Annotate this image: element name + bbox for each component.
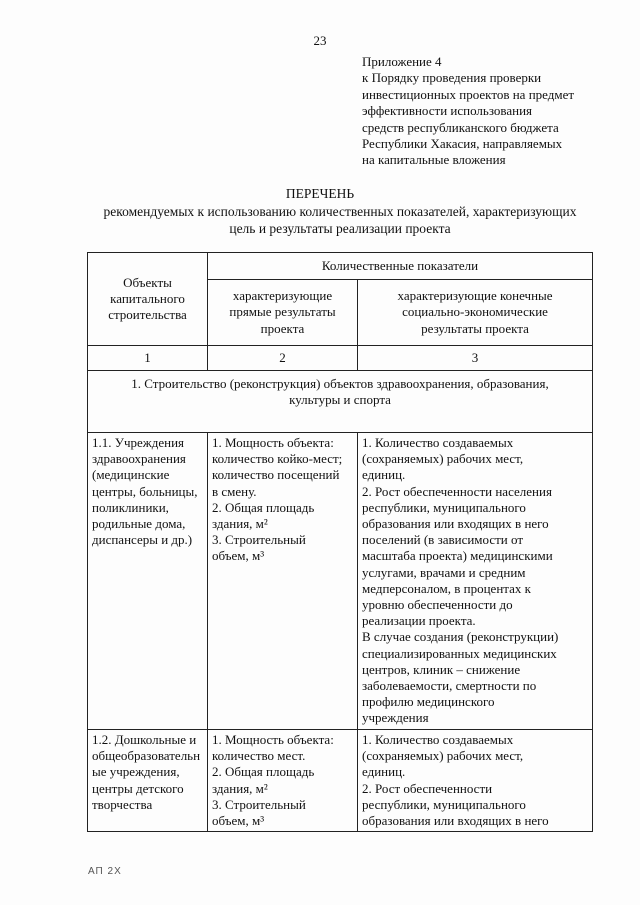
object-cell: 1.1. Учреждения здравоохранения (медицинские центры, больницы, поликлиники, родильные дома, диспансеры и др.)	[88, 433, 208, 730]
direct-results-cell: 1. Мощность объекта: количество мест. 2. Общая площадь здания, м² 3. Строительный объем, м³	[208, 730, 358, 832]
section-row	[88, 371, 593, 433]
header-final-results: характеризующие конечные социально-экономические результаты проекта	[358, 280, 593, 346]
final-results-cell: 1. Количество создаваемых (сохраняемых) рабочих мест, единиц. 2. Рост обеспеченности республики, муниципального образования или входящих в него	[358, 730, 593, 832]
header-objects: Объекты капитального строительства	[88, 253, 208, 346]
column-number-3: 3	[358, 346, 593, 371]
page-number: 23	[313, 33, 327, 48]
direct-results-cell: 1. Мощность объекта: количество койко-мест; количество посещений в смену. 2. Общая площадь здания, м² 3. Строительный объем, м³	[208, 433, 358, 730]
table-row	[88, 730, 593, 832]
footer-mark: АП 2Х	[88, 866, 122, 877]
document-subtitle: рекомендуемых к использованию количественных показателей, характеризующих цель и результаты реализации проекта	[103, 204, 577, 236]
appendix-reference: Приложение 4 к Порядку проведения проверки инвестиционных проектов на предмет эффективности использования средств республиканского бюджета Республики Хакасия, направляемых на капитальные вложения	[362, 54, 575, 168]
header-row	[88, 253, 593, 280]
column-number-1: 1	[88, 346, 208, 371]
column-number-2: 2	[208, 346, 358, 371]
indicators-table	[87, 252, 593, 832]
header-quantitative-indicators: Количественные показатели	[208, 253, 593, 280]
final-results-cell: 1. Количество создаваемых (сохраняемых) рабочих мест, единиц. 2. Рост обеспеченности населения республики, муниципального образования или входящих в него поселений (в зависимости от масштаба проекта) медицинскими услугами, врачами и средним медперсоналом, в процентах к уровню обеспеченности до реализации проекта. В случае создания (реконструкции) специализированных медицинских центров, клиник – снижение заболеваемости, смертности по профилю медицинского учреждения	[358, 433, 593, 730]
section-heading: 1. Строительство (реконструкция) объектов здравоохранения, образования, культуры и спорта	[88, 371, 593, 433]
column-number-row	[88, 346, 593, 371]
document-title: ПЕРЕЧЕНЬ	[285, 186, 355, 201]
table-row	[88, 433, 593, 730]
object-cell: 1.2. Дошкольные и общеобразовательн ые учреждения, центры детского творчества	[88, 730, 208, 832]
header-direct-results: характеризующие прямые результаты проекта	[208, 280, 358, 346]
